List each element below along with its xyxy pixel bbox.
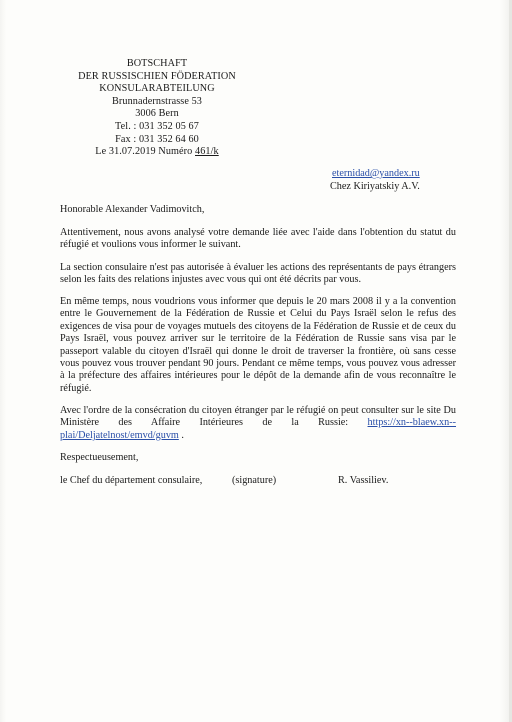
signatory-name: R. Vassiliev. — [338, 475, 389, 486]
salutation: Honorable Alexander Vadimovitch, — [60, 204, 205, 215]
paragraph-4-end: . — [178, 429, 184, 441]
paragraph-4 — [60, 405, 456, 442]
letterhead — [72, 58, 242, 159]
letterhead-line-3: KONSULARABTEILUNG — [99, 83, 215, 95]
letterhead-street: Brunnadernstrasse 53 — [112, 95, 202, 107]
closing: Respectueusement, — [60, 452, 139, 463]
recipient-name: Chez Kiriyatskiy A.V. — [330, 180, 420, 192]
ministry-website-link[interactable]: https://xn--blaew.xn--plai/Deljatelnost/emvd/guvm — [60, 417, 456, 441]
letterhead-tel: Tel. : 031 352 05 67 — [115, 120, 199, 132]
recipient-email-link[interactable]: eternidad@yandex.ru — [332, 168, 420, 179]
signatory-title: le Chef du département consulaire, — [60, 475, 203, 486]
paragraph-2: La section consulaire n'est pas autorisée à évaluer les actions des représentants de pays étrangers selon les faits des relations injustes avec vous qui ont été décrits par vous. — [60, 262, 456, 286]
letterhead-city: 3006 Bern — [135, 108, 179, 120]
recipient-block — [330, 168, 470, 193]
signature-placeholder: (signature) — [232, 475, 277, 486]
paragraph-4-text: Avec l'ordre de la consécration du citoyen étranger par le réfugié on peut consulter sur le site Du Ministère des Affaire Intérieures de la Russie: — [60, 405, 456, 429]
reference-number: 461/k — [195, 146, 219, 158]
paragraph-3: En même temps, nous voudrions vous informer que depuis le 20 mars 2008 il y a la convention entre le Gouvernement de la Fédération de Russie et Celui du Pays Israël selon le refus des exigences de visa pour de voyages mutuels des citoyens de la Fédération de Russie et de ceux du Pays Israël, vous pouvez arriver sur le territoire de la Fédération de Russie sans visa par le passeport valable du citoyen d'Israël qui donne le droit de traverser la frontière, où sans cesse vous pouvez vous trouver pendant 90 jours. Pendant ce même temps, vous pouvez vous adresser à la préfecture des affaires intérieures pour le dépôt de la demande afin de vous reconnaître le réfugié. — [60, 296, 456, 394]
letterhead-date-ref — [72, 146, 242, 159]
letterhead-line-2: DER RUSSISCHIEN FÖDERATION — [78, 70, 236, 82]
date-prefix: Le 31.07.2019 Numéro — [95, 146, 195, 158]
letterhead-line-1: BOTSCHAFT — [126, 58, 188, 69]
paragraph-1: Attentivement, nous avons analysé votre demande liée avec l'aide dans l'obtention du statut du réfugié et voulions vous informer le suivant. — [60, 227, 456, 251]
letterhead-fax: Fax : 031 352 64 60 — [115, 133, 199, 145]
